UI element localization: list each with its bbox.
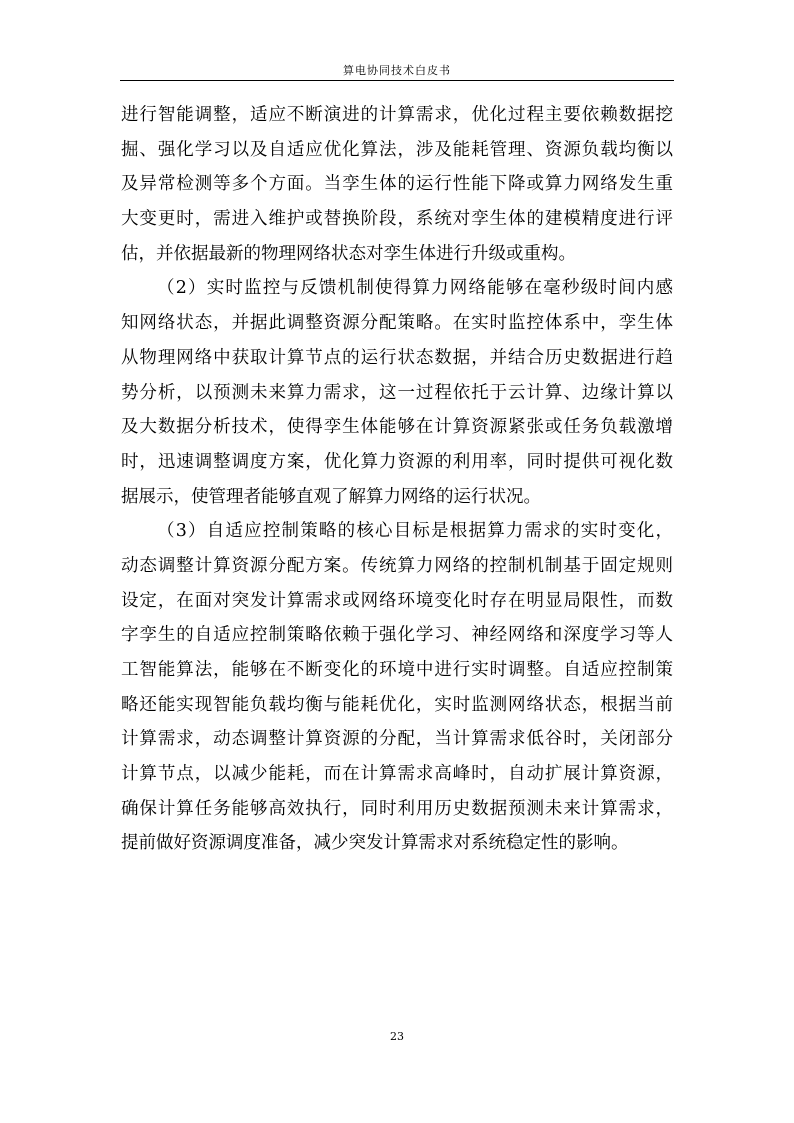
text-line: 掘、强化学习以及自适应优化算法，涉及能耗管理、资源负载均衡以 [121,139,673,160]
text-line: （2）实时监控与反馈机制使得算力网络能够在毫秒级时间内感 [157,278,673,299]
paragraph-continued [121,98,673,271]
text-line: 从物理网络中获取计算节点的运行状态数据，并结合历史数据进行趋 [121,347,673,368]
text-line: 提前做好资源调度准备，减少突发计算需求对系统稳定性的影响。 [121,833,629,854]
paragraph-adaptive-control [121,514,673,861]
text-line: （3）自适应控制策略的核心目标是根据算力需求的实时变化， [157,521,673,542]
text-line: 字孪生的自适应控制策略依赖于强化学习、神经网络和深度学习等人 [121,625,673,646]
running-header-title: 算电协同技术白皮书 [343,64,451,77]
text-line: 时，迅速调整调度方案，优化算力资源的利用率，同时提供可视化数 [121,451,673,472]
text-line: 设定，在面对突发计算需求或网络环境变化时存在明显局限性，而数 [121,590,673,611]
text-line: 工智能算法，能够在不断变化的环境中进行实时调整。自适应控制策 [121,660,673,680]
header-divider [120,80,674,81]
text-line: 及大数据分析技术，使得孪生体能够在计算资源紧张或任务负载激增 [121,417,673,438]
text-line: 略还能实现智能负载均衡与能耗优化，实时监测网络状态，根据当前 [121,694,673,715]
paragraph-realtime-monitoring [121,271,673,514]
text-line: 及异常检测等多个方面。当孪生体的运行性能下降或算力网络发生重 [121,174,673,195]
text-line: 势分析，以预测未来算力需求，这一过程依托于云计算、边缘计算以 [121,382,673,403]
text-line: 计算节点，以减少能耗，而在计算需求高峰时，自动扩展计算资源， [121,764,673,785]
text-line: 知网络状态，并据此调整资源分配策略。在实时监控体系中，孪生体 [121,313,673,334]
text-line: 据展示，使管理者能够直观了解算力网络的运行状况。 [121,486,541,507]
text-line: 动态调整计算资源分配方案。传统算力网络的控制机制基于固定规则 [121,555,673,576]
text-line: 确保计算任务能够高效执行，同时利用历史数据预测未来计算需求， [121,798,673,819]
page-number: 23 [390,1030,404,1043]
text-line: 大变更时，需进入维护或替换阶段，系统对孪生体的建模精度进行评 [121,209,673,230]
document-body [121,98,673,861]
text-line: 计算需求，动态调整计算资源的分配，当计算需求低谷时，关闭部分 [121,729,673,750]
text-line: 进行智能调整，适应不断演进的计算需求，优化过程主要依赖数据挖 [121,105,673,125]
text-line: 估，并依据最新的物理网络状态对孪生体进行升级或重构。 [121,243,576,264]
